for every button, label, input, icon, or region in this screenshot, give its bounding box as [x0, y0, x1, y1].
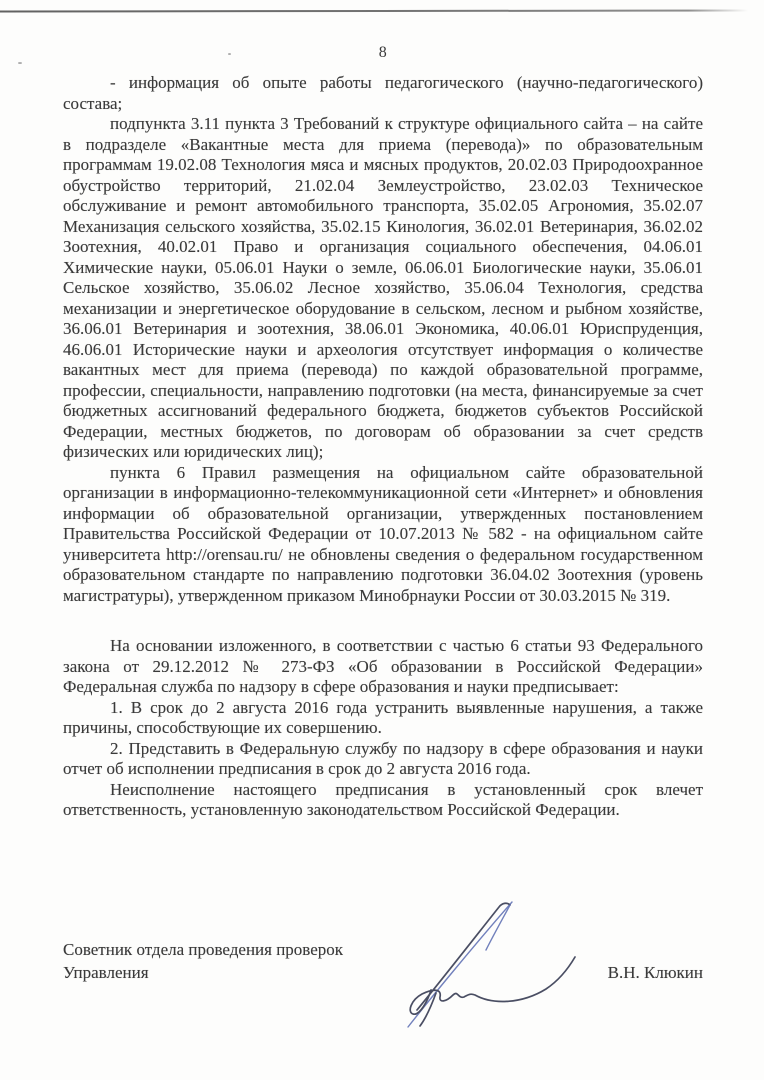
signature-block — [63, 938, 703, 984]
paragraph-clause-6: пункта 6 Правил размещения на официальном сайте образовательной организации в информационно-телекоммуникационной сети «Интернет» и обновления информации об образовательной организации, утвержденных постановлением Правительства Российской Федерации от 10.07.2013 № 582 - на официальном сайте университета http://orensau.ru/ не обновлены сведения о федеральном государственном образовательном стандарте по направлению подготовки 36.04.02 Зоотехния (уровень магистратуры), утвержденном приказом Минобрнауки России от 30.03.2015 № 319. — [63, 462, 703, 605]
paragraph-subclause-3-11: подпункта 3.11 пункта 3 Требований к структуре официального сайта – на сайте в подразделе «Вакантные места для приема (перевода)» по образовательным программам 19.02.08 Технология мяса и мясных продуктов, 20.02.03 Природоохранное обустройство территорий, 21.02.04 Землеустройство, 23.02.03 Техническое обслуживание и ремонт автомобильного транспорта, 35.02.05 Агрономия, 35.02.07 Механизация сельского хозяйства, 35.02.15 Кинология, 36.02.01 Ветеринария, 36.02.02 Зоотехния, 40.02.01 Право и организация социального обеспечения, 04.06.01 Химические науки, 05.06.01 Науки о земле, 06.06.01 Биологические науки, 35.06.01 Сельское хозяйство, 35.06.02 Лесное хозяйство, 35.06.04 Технология, средства механизации и энергетическое оборудование в сельском, лесном и рыбном хозяйстве, 36.06.01 Ветеринария и зоотехния, 38.06.01 Экономика, 40.06.01 Юриспруденция, 46.06.01 Исторические науки и археология отсутствует информация о количестве вакантных мест для приема (перевода) по каждой образовательной программе, профессии, специальности, направлению подготовки (на места, финансируемые за счет бюджетных ассигнований федерального бюджета, бюджетов субъектов Российской Федерации, местных бюджетов, по договорам об образовании за счет средств физических или юридических лиц); — [63, 114, 703, 461]
handwritten-signature-icon — [398, 896, 588, 1034]
signatory-name: В.Н. Клюкин — [607, 963, 703, 982]
signatory-title-line1: Советник отдела проведения проверок — [63, 940, 344, 959]
paragraph-info-experience: - информация об опыте работы педагогического (научно-педагогического) состава; — [63, 73, 703, 113]
document-body — [63, 73, 703, 821]
page-number: 8 — [378, 44, 388, 61]
scan-speck — [18, 62, 22, 64]
paragraph-basis: На основании изложенного, в соответствии с частью 6 статьи 93 Федерального закона от 29.12.2012 № 273-ФЗ «Об образовании в Российской Федерации» Федеральная служба по надзору в сфере образования и науки предписывает: — [63, 636, 703, 696]
scan-artifact-line — [0, 9, 748, 12]
paragraph-liability: Неисполнение настоящего предписания в установленный срок влечет ответственность, установленную законодательством Российской Федерации. — [63, 779, 703, 819]
paragraph-order-2: 2. Представить в Федеральную службу по надзору в сфере образования и науки отчет об исполнении предписания в срок до 2 августа 2016 года. — [63, 738, 703, 778]
signatory-title-line2: Управления — [63, 963, 149, 982]
signatory-title — [63, 938, 343, 984]
paragraph-order-1: 1. В срок до 2 августа 2016 года устранить выявленные нарушения, а также причины, способствующие их совершению. — [63, 697, 703, 737]
